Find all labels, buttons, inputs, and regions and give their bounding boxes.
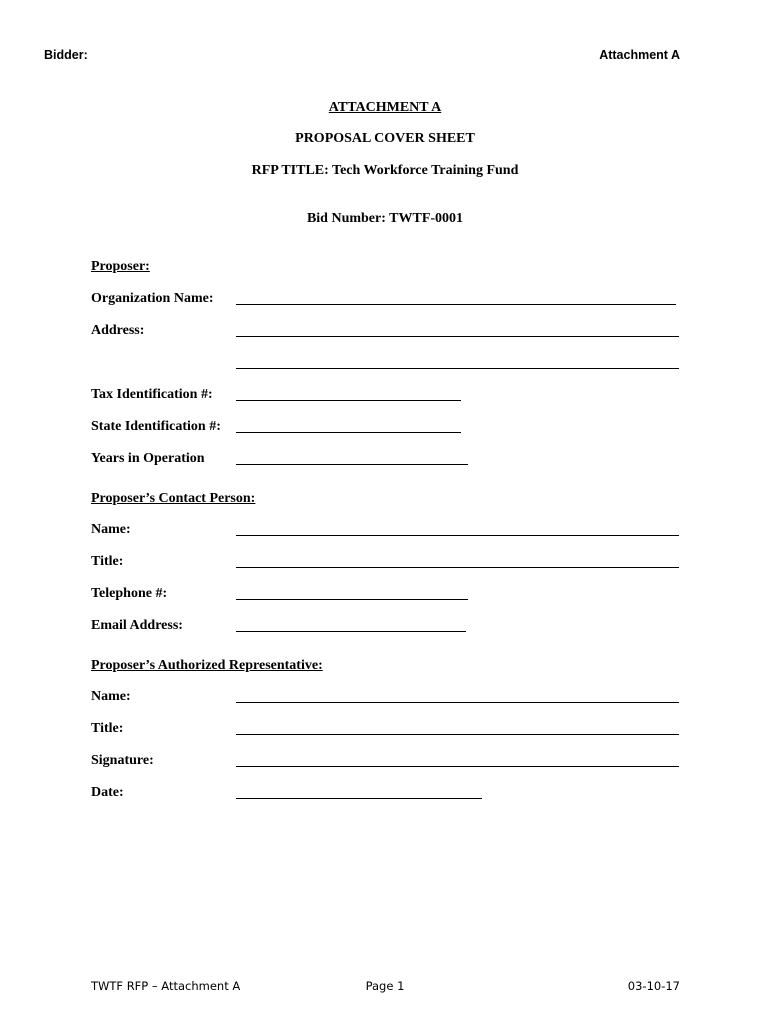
rep-title-field[interactable] [236, 734, 679, 735]
organization-name-label: Organization Name: [91, 291, 214, 306]
years-in-operation-field[interactable] [236, 464, 468, 465]
rep-title-label: Title: [91, 721, 124, 736]
rep-signature-label: Signature: [91, 753, 154, 768]
contact-name-label: Name: [91, 522, 131, 537]
rep-signature-field[interactable] [236, 766, 679, 767]
years-in-operation-label: Years in Operation [91, 451, 205, 466]
tax-id-label: Tax Identification #: [91, 387, 213, 402]
rep-name-field[interactable] [236, 702, 679, 703]
address-field-line1[interactable] [236, 336, 679, 337]
contact-name-field[interactable] [236, 535, 679, 536]
tax-id-field[interactable] [236, 400, 461, 401]
footer-page-number: Page 1 [365, 979, 405, 993]
rep-name-label: Name: [91, 689, 131, 704]
contact-telephone-field[interactable] [236, 599, 468, 600]
contact-title-field[interactable] [236, 567, 679, 568]
address-field-line2[interactable] [236, 368, 679, 369]
proposer-heading: Proposer: [91, 259, 150, 274]
contact-telephone-label: Telephone #: [91, 586, 168, 601]
rep-date-field[interactable] [236, 798, 482, 799]
representative-heading: Proposer’s Authorized Representative: [91, 658, 323, 673]
bidder-label: Bidder: [44, 48, 88, 62]
rep-date-label: Date: [91, 785, 124, 800]
attachment-label: Attachment A [599, 48, 680, 62]
organization-name-field[interactable] [236, 304, 676, 305]
address-label: Address: [91, 323, 145, 338]
cover-sheet-title: PROPOSAL COVER SHEET [295, 131, 475, 146]
footer-left: TWTF RFP – Attachment A [91, 979, 241, 993]
attachment-title: ATTACHMENT A [328, 100, 442, 115]
state-id-label: State Identification #: [91, 419, 221, 434]
rfp-title: RFP TITLE: Tech Workforce Training Fund [251, 163, 519, 178]
contact-title-label: Title: [91, 554, 124, 569]
bid-number: Bid Number: TWTF-0001 [306, 211, 464, 226]
contact-email-label: Email Address: [91, 618, 183, 633]
state-id-field[interactable] [236, 432, 461, 433]
contact-heading: Proposer’s Contact Person: [91, 491, 256, 506]
footer-date: 03-10-17 [627, 979, 680, 993]
contact-email-field[interactable] [236, 631, 466, 632]
